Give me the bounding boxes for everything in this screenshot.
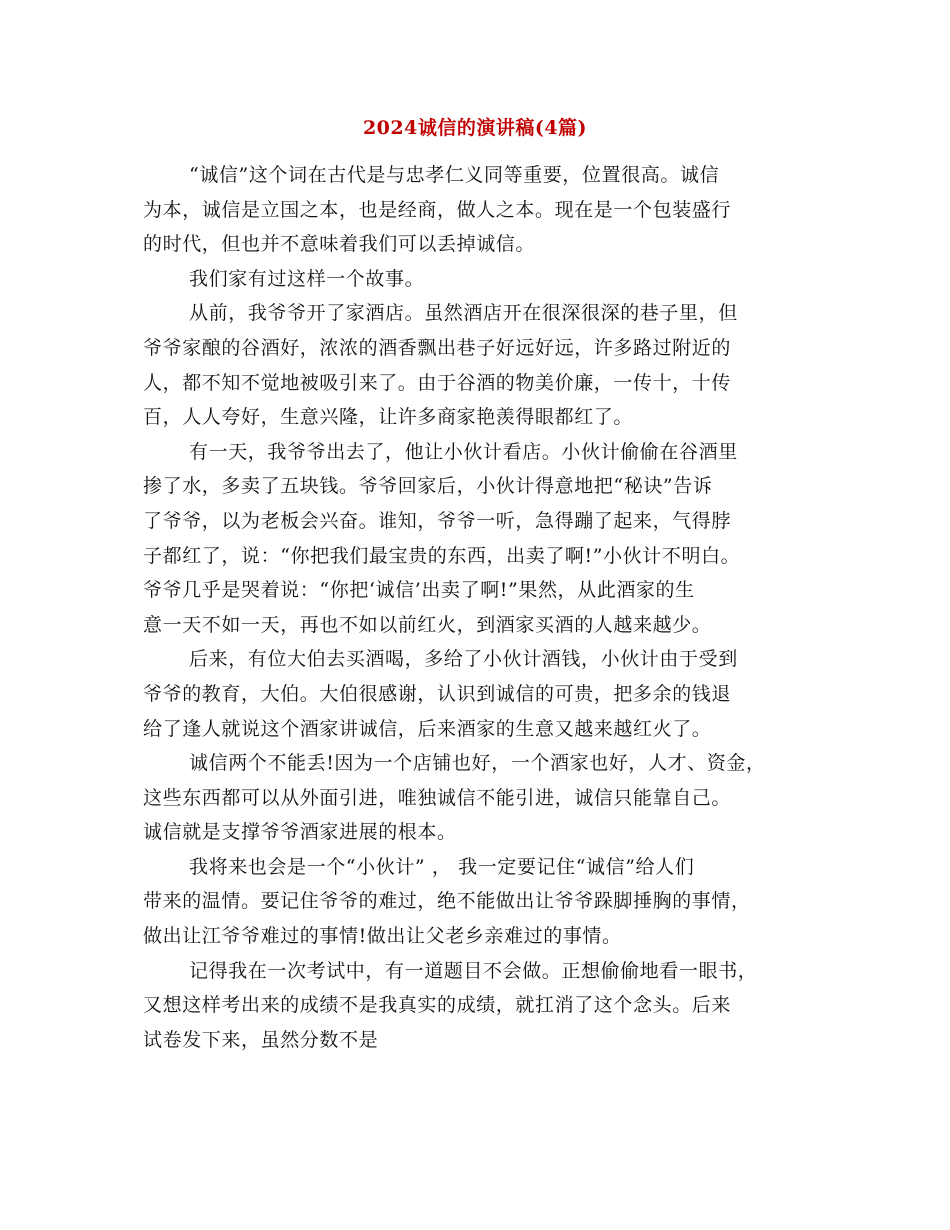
- text-line: 了爷爷，以为老板会兴奋。谁知，爷爷一听，急得蹦了起来，气得脖: [143, 509, 732, 532]
- text-line: 爷爷的教育，大伯。大伯很感谢，认识到诚信的可贵，把多余的钱退: [143, 682, 732, 705]
- text-line: 做出让江爷爷难过的事情!做出让父老乡亲难过的事情。: [143, 925, 622, 948]
- text-line: 子都红了，说：“你把我们最宝贵的东西，出卖了啊!”小伙计不明白。: [143, 544, 741, 567]
- text-line: 带来的温情。要记住爷爷的难过，绝不能做出让爷爷跺脚捶胸的事情，: [143, 890, 751, 913]
- text-line: 为本，诚信是立国之本，也是经商，做人之本。现在是一个包装盛行: [143, 198, 732, 221]
- text-line: 我们家有过这样一个故事。: [189, 267, 425, 290]
- text-line: 这些东西都可以从外面引进，唯独诚信不能引进，诚信只能靠自己。: [143, 786, 732, 809]
- text-line: 试卷发下来，虽然分数不是: [143, 1028, 379, 1051]
- document-title: 2024诚信的演讲稿(4篇): [362, 117, 588, 139]
- text-line: 给了逢人就说这个酒家讲诚信，后来酒家的生意又越来越红火了。: [143, 717, 712, 740]
- text-line: 掺了水，多卖了五块钱。爷爷回家后，小伙计得意地把“秘诀”告诉: [143, 475, 713, 498]
- text-line: 人，都不知不觉地被吸引来了。由于谷酒的物美价廉，一传十，十传: [143, 371, 732, 394]
- text-line: 爷爷家酿的谷酒好，浓浓的酒香飘出巷子好远好远，许多路过附近的: [143, 336, 732, 359]
- text-line: 爷爷几乎是哭着说：“你把‘诚信’出卖了啊!”果然，从此酒家的生: [143, 579, 695, 602]
- text-line: 我将来也会是一个“小伙计” ， 我一定要记住“诚信”给人们: [189, 855, 695, 878]
- text-line: 百，人人夸好，生意兴隆，让许多商家艳羡得眼都红了。: [143, 406, 634, 429]
- text-line: 记得我在一次考试中，有一道题目不会做。正想偷偷地看一眼书，: [189, 959, 758, 982]
- text-line: 诚信两个不能丢!因为一个店铺也好，一个酒家也好，人才、资金，: [189, 752, 766, 775]
- text-line: 诚信就是支撑爷爷酒家进展的根本。: [143, 821, 457, 844]
- text-line: “诚信”这个词在古代是与忠孝仁义同等重要，位置很高。诚信: [189, 164, 720, 186]
- document-body: [143, 158, 833, 1057]
- text-line: 后来，有位大伯去买酒喝，多给了小伙计酒钱，小伙计由于受到: [189, 648, 738, 671]
- text-line: 意一天不如一天，再也不如以前红火，到酒家买酒的人越来越少。: [143, 613, 712, 636]
- text-line: 从前，我爷爷开了家酒店。虽然酒店开在很深很深的巷子里，但: [189, 302, 738, 325]
- text-line: 又想这样考出来的成绩不是我真实的成绩，就扛消了这个念头。后来: [143, 994, 732, 1017]
- text-line: 有一天，我爷爷出去了，他让小伙计看店。小伙计偷偷在谷酒里: [189, 440, 738, 463]
- text-line: 的时代，但也并不意味着我们可以丢掉诚信。: [143, 233, 536, 256]
